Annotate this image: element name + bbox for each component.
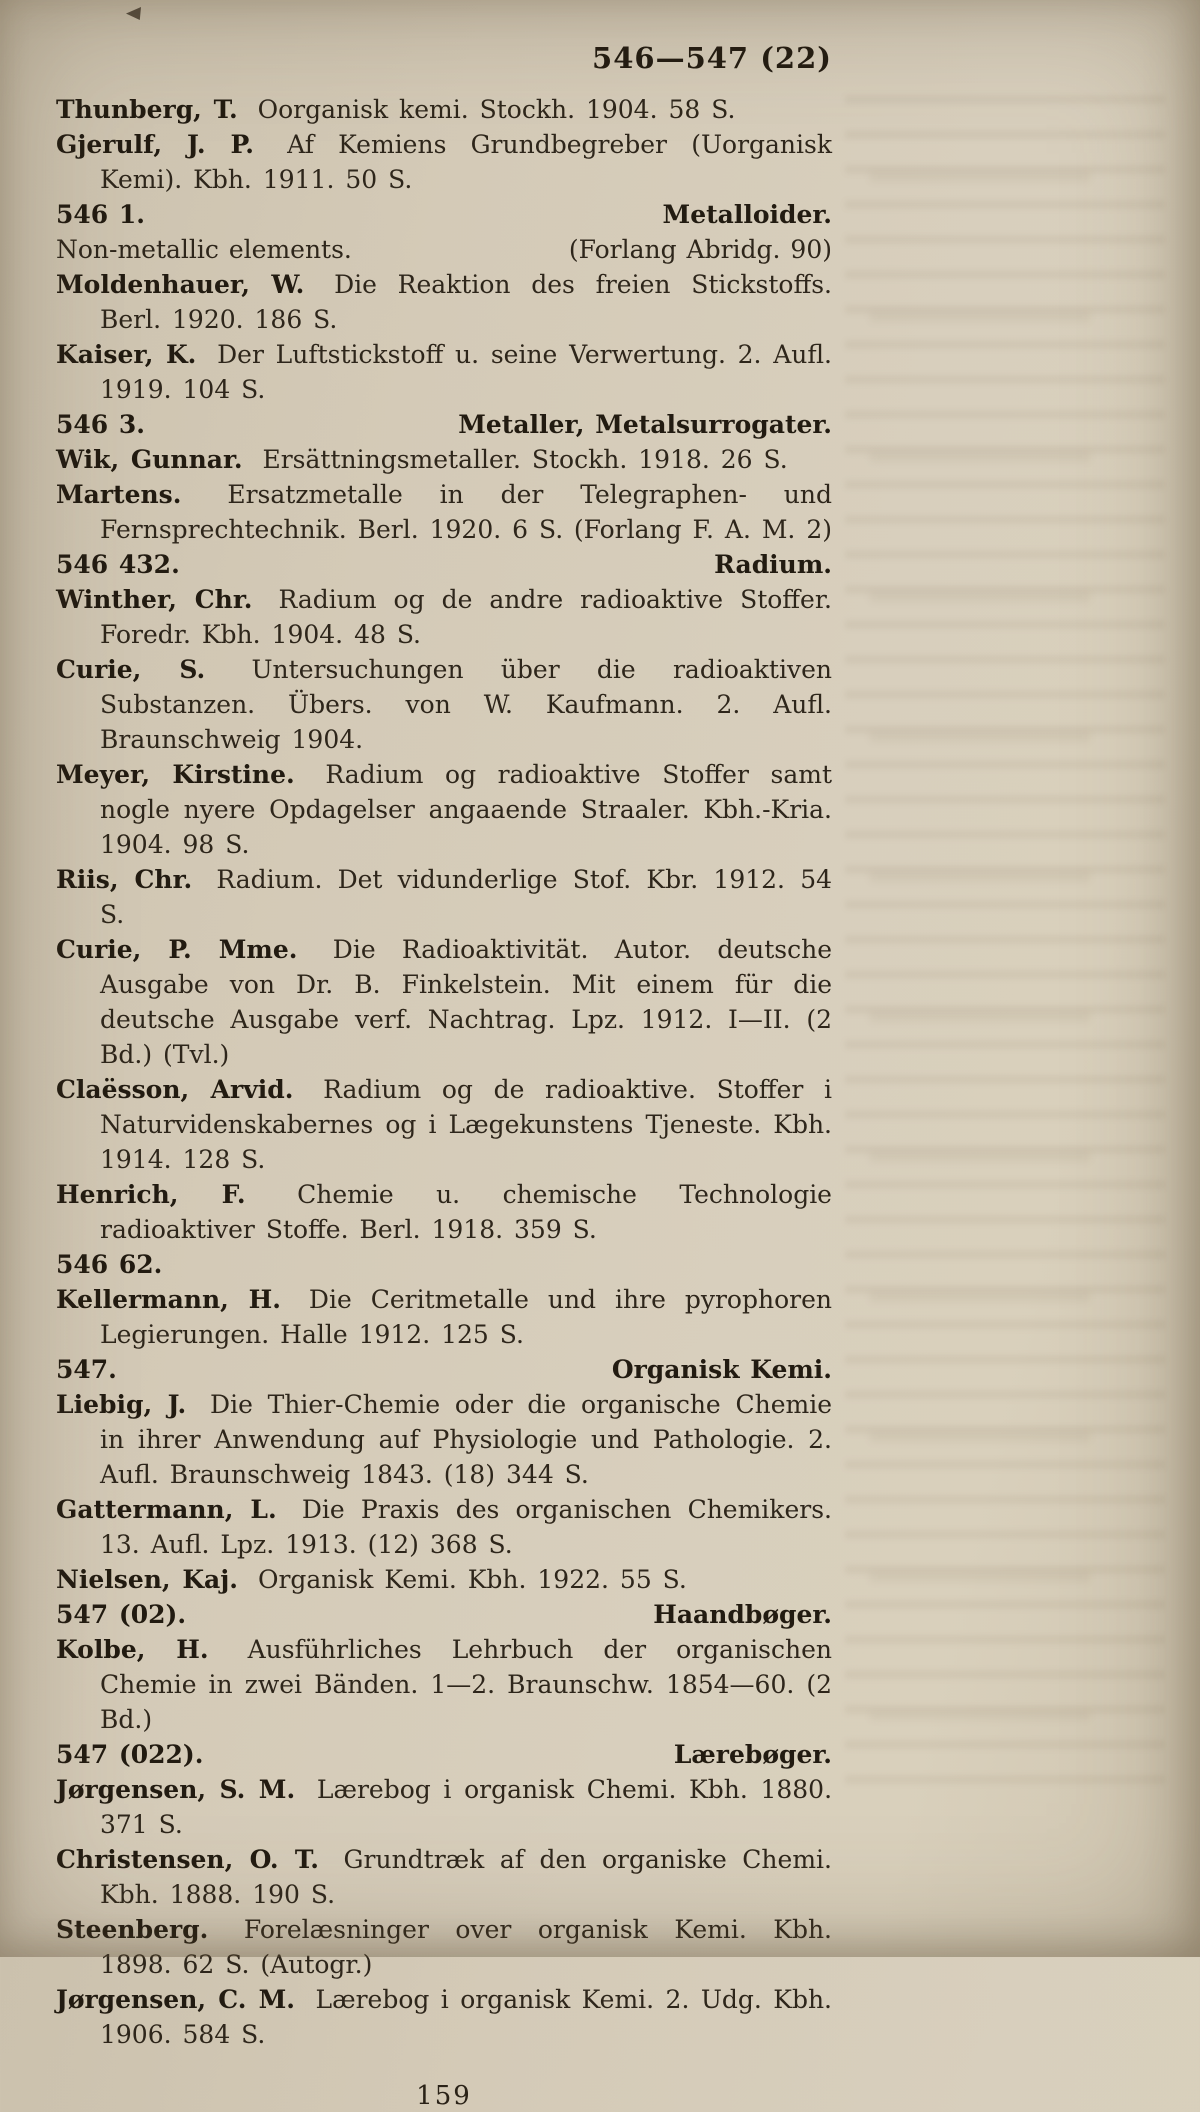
entry-author: Gattermann, L.: [56, 1495, 277, 1524]
section-number: 546 432.: [56, 550, 180, 579]
entry-author: Curie, P. Mme.: [56, 935, 298, 964]
bib-entry: [56, 1632, 832, 1737]
bib-entry: [56, 442, 832, 477]
section-title: Haandbøger.: [653, 1600, 832, 1629]
entry-author: Winther, Chr.: [56, 585, 253, 614]
bib-entry: [56, 757, 832, 862]
section-row: [56, 1737, 832, 1772]
section-row: [56, 547, 832, 582]
entry-text: Ersättningsmetaller. Stockh. 1918. 26 S.: [262, 445, 788, 474]
entry-text: Lærebog i organisk Chemi. Kbh. 1880. 371 S.: [100, 1775, 833, 1839]
section-title: Metalloider.: [662, 200, 832, 229]
entry-text: Die Praxis des organischen Chemikers. 13. Aufl. Lpz. 1913. (12) 368 S.: [100, 1495, 832, 1559]
bib-entry: [56, 1387, 832, 1492]
bib-entry: [56, 267, 832, 337]
note-left: Non-metallic elements.: [56, 235, 352, 264]
entry-text: Radium. Det vidunderlige Stof. Kbr. 1912. 54 S.: [100, 865, 833, 929]
entry-text: Ausführliches Lehrbuch der organischen Chemie in zwei Bänden. 1—2. Braunschw. 1854—60. (2 Bd.): [100, 1635, 832, 1734]
entry-text: Radium og de radioaktive. Stoffer i Naturvidenskabernes og i Lægekunstens Tjeneste. Kbh. 1914. 128 S.: [100, 1075, 832, 1174]
section-row: [56, 1597, 832, 1632]
entry-author: Curie, S.: [56, 655, 206, 684]
entry-author: Kellermann, H.: [56, 1285, 281, 1314]
entry-author: Steenberg.: [56, 1915, 209, 1944]
section-title: Radium.: [714, 550, 832, 579]
entry-text: Radium og de andre radioaktive Stoffer. Foredr. Kbh. 1904. 48 S.: [100, 585, 833, 649]
entry-text: Ersatzmetalle in der Telegraphen- und Fernsprechtechnik. Berl. 1920. 6 S.: [100, 480, 833, 544]
entry-text: Der Luftstickstoff u. seine Verwertung. 2. Aufl. 1919. 104 S.: [100, 340, 832, 404]
section-number: 546 1.: [56, 200, 145, 229]
section-number: 546 3.: [56, 410, 145, 439]
ink-bleed-through: [870, 120, 1090, 1720]
entry-text: Organisk Kemi. Kbh. 1922. 55 S.: [257, 1565, 687, 1594]
section-row: [56, 1352, 832, 1387]
entry-text: Die Ceritmetalle und ihre pyrophoren Legierungen. Halle 1912. 125 S.: [100, 1285, 832, 1349]
section-number: 547 (02).: [56, 1600, 187, 1629]
bib-entry: [56, 1912, 832, 1982]
bib-entry: [56, 92, 832, 127]
section-title: Metaller, Metalsurrogater.: [458, 410, 832, 439]
entry-author: Thunberg, T.: [56, 95, 238, 124]
entry-text: Forelæsninger over organisk Kemi. Kbh. 1898. 62 S. (Autogr.): [100, 1915, 833, 1979]
bib-entry: [56, 652, 832, 757]
bib-entry: [56, 337, 832, 407]
entry-text: Die Thier-Chemie oder die organische Chemie in ihrer Anwendung auf Physiologie und Pathologie. 2. Aufl. Braunschweig 1843. (18) 344 S.: [100, 1390, 833, 1489]
entry-text: Oorganisk kemi. Stockh. 1904. 58 S.: [257, 95, 736, 124]
entry-text: Lærebog i organisk Kemi. 2. Udg. Kbh. 1906. 584 S.: [100, 1985, 833, 2049]
entry-note-right: (Forlang F. A. M. 2): [573, 515, 832, 544]
entry-author: Moldenhauer, W.: [56, 270, 305, 299]
section-title: Lærebøger.: [673, 1740, 832, 1769]
page-header: 546—547 (22): [592, 41, 832, 75]
entry-author: Nielsen, Kaj.: [56, 1565, 238, 1594]
entry-author: Kolbe, H.: [56, 1635, 209, 1664]
section-row: [56, 197, 832, 232]
entry-author: Martens.: [56, 480, 182, 509]
section-title: Organisk Kemi.: [611, 1355, 832, 1384]
bib-entry: [56, 582, 832, 652]
section-row: [56, 407, 832, 442]
bib-entry: [56, 932, 832, 1072]
entry-text: Untersuchungen über die radioaktiven Substanzen. Übers. von W. Kaufmann. 2. Aufl. Braunschweig 1904.: [100, 655, 832, 754]
section-number: 547 (022).: [56, 1740, 204, 1769]
entry-text: Grundtræk af den organiske Chemi. Kbh. 1888. 190 S.: [100, 1845, 832, 1909]
section-number: 547.: [56, 1355, 117, 1384]
section-number: 546 62.: [56, 1250, 163, 1279]
entry-author: Jørgensen, C. M.: [56, 1985, 296, 2014]
bib-entry: [56, 1562, 832, 1597]
bib-entry: [56, 862, 832, 932]
entry-author: Riis, Chr.: [56, 865, 193, 894]
bib-entry: [56, 1177, 832, 1247]
section-row: [56, 1247, 832, 1282]
entry-author: Christensen, O. T.: [56, 1845, 319, 1874]
entry-author: Claësson, Arvid.: [56, 1075, 294, 1104]
bib-entry: [56, 1492, 832, 1562]
paper-mark: [126, 7, 141, 20]
entry-author: Jørgensen, S. M.: [56, 1775, 296, 1804]
entry-author: Henrich, F.: [56, 1180, 246, 1209]
entry-author: Meyer, Kirstine.: [56, 760, 295, 789]
bib-entry: [56, 127, 832, 197]
bib-entry: [56, 477, 832, 547]
bib-entry: [56, 1772, 832, 1842]
bib-entry: [56, 1072, 832, 1177]
entry-text: Die Radioaktivität. Autor. deutsche Ausgabe von Dr. B. Finkelstein. Mit einem für die deutsche Ausgabe verf. Nachtrag. Lpz. 1912. I—II. (2 Bd.) (Tvl.): [100, 935, 833, 1069]
bib-entry: [56, 1982, 832, 2052]
entry-text: Chemie u. chemische Technologie radioaktiver Stoffe. Berl. 1918. 359 S.: [100, 1180, 832, 1244]
entry-text: Radium og radioaktive Stoffer samt nogle nyere Opdagelser angaaende Straaler. Kbh.-Kria. 1904. 98 S.: [100, 760, 832, 859]
catalog-page: [56, 40, 832, 2112]
page-number: 159: [416, 2081, 472, 2111]
entry-author: Kaiser, K.: [56, 340, 197, 369]
note-row: [56, 232, 832, 267]
entry-text: Die Reaktion des freien Stickstoffs. Berl. 1920. 186 S.: [100, 270, 833, 334]
entry-author: Liebig, J.: [56, 1390, 187, 1419]
entry-text: Af Kemiens Grundbegreber (Uorganisk Kemi). Kbh. 1911. 50 S.: [100, 130, 833, 194]
note-right: (Forlang Abridg. 90): [568, 235, 832, 264]
bib-entry: [56, 1282, 832, 1352]
entry-author: Gjerulf, J. P.: [56, 130, 254, 159]
entry-author: Wik, Gunnar.: [56, 445, 243, 474]
bib-entry: [56, 1842, 832, 1912]
